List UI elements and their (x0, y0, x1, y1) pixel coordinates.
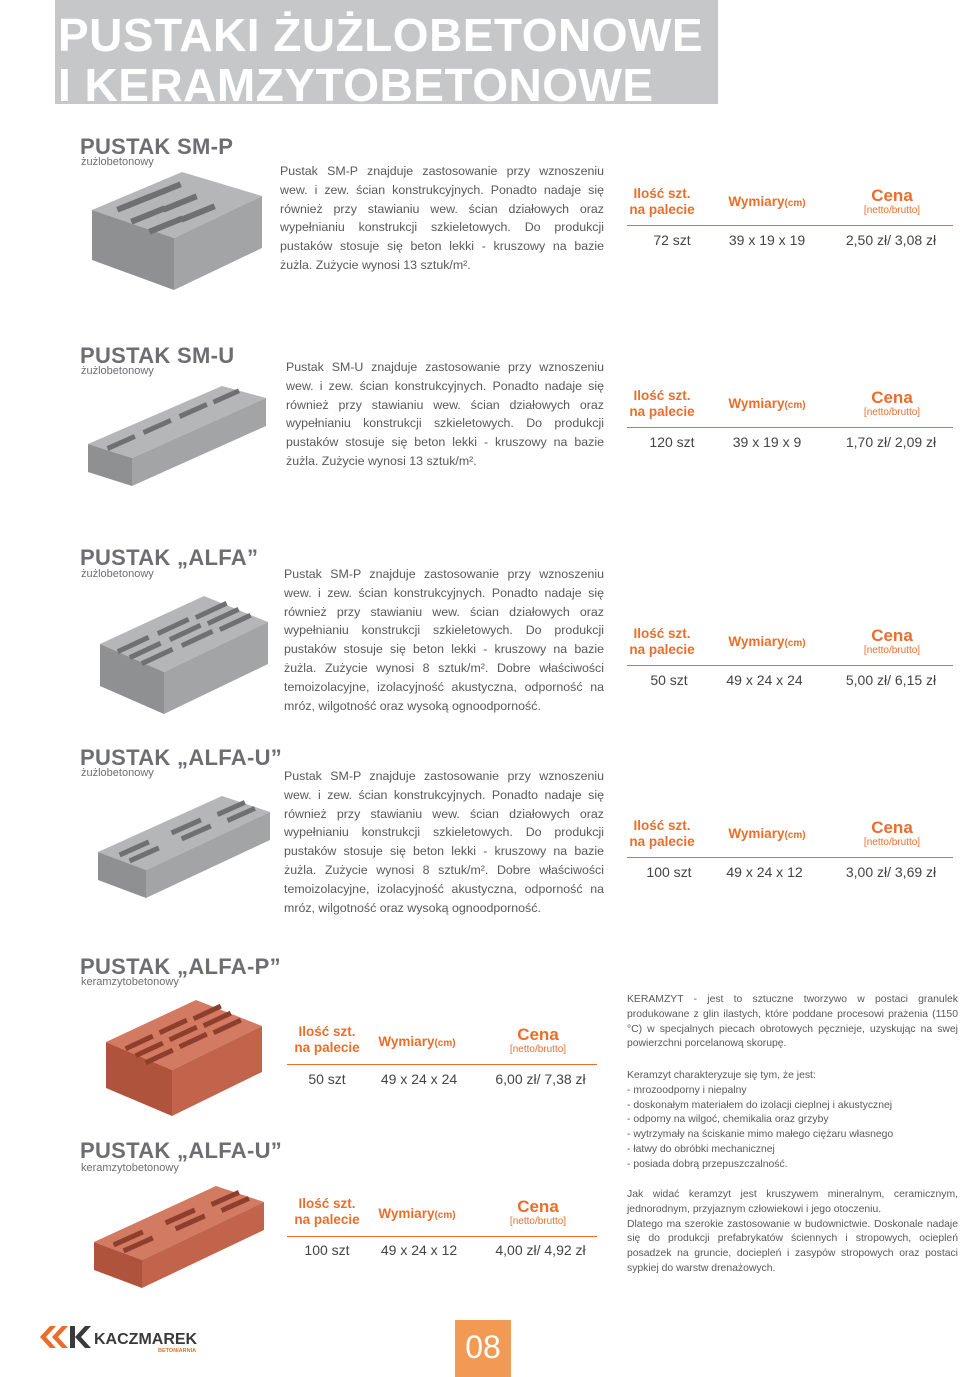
product-name: PUSTAK „ALFA-U” (80, 745, 283, 770)
spec-table (287, 1024, 599, 1094)
feature-item: - posiada dobrą przepuszczalność. (627, 1158, 788, 1170)
qty-value: 50 szt (650, 672, 688, 688)
spec-table (627, 186, 955, 256)
price-value: 3,00 zł/ 3,69 zł (845, 864, 937, 880)
feature-item: - łatwy do obróbki mechanicznej (627, 1143, 775, 1155)
qty-header: Ilość szt. na palecie (294, 1024, 360, 1055)
product-type: żużlobetonowy (81, 767, 154, 779)
spec-table (287, 1196, 599, 1266)
price-value: 5,00 zł/ 6,15 zł (845, 672, 937, 688)
product-name: PUSTAK „ALFA-P” (80, 954, 281, 979)
qty-header: Ilość szt. na palecie (629, 818, 695, 849)
price-header: Cena [netto/brutto] (863, 626, 921, 656)
product-name: PUSTAK „ALFA” (80, 545, 259, 570)
price-value: 2,50 zł/ 3,08 zł (845, 232, 937, 248)
qty-value: 72 szt (653, 232, 691, 248)
product-name: PUSTAK „ALFA-U” (80, 1138, 283, 1163)
dims-value: 39 x 19 x 19 (728, 232, 806, 248)
page-number: 08 (465, 1329, 501, 1365)
product-type: żużlobetonowy (81, 156, 154, 168)
spec-table (627, 818, 955, 888)
page-title-line-1: PUSTAKI ŻUŻLOBETONOWE (58, 9, 704, 61)
block-image-alfa-u (92, 790, 274, 902)
product-type: keramzytobetonowy (81, 1162, 179, 1174)
keramzyt-intro: KERAMZYT - jest to sztuczne tworzywo w postaci granulek produkowane z glin ilastych, które poddane procesowi prażenia (1150 °C) w specjalnych piecach obrotowych pęcznieje, uzyskując na swej powierzchni porcelanową skorupę. (627, 994, 958, 1050)
spec-divider (287, 1064, 597, 1065)
features-title: Keramzyt charakteryzuje się tym, że jest: (627, 1070, 816, 1081)
price-value: 6,00 zł/ 7,38 zł (495, 1071, 586, 1087)
dims-value: 39 x 19 x 9 (732, 434, 802, 450)
dims-value: 49 x 24 x 12 (726, 864, 803, 880)
dims-header: Wymiary(cm) (378, 1206, 456, 1221)
block-image-alfa-p (100, 996, 268, 1120)
product-type: żużlobetonowy (81, 568, 154, 580)
qty-value: 100 szt (304, 1242, 350, 1258)
logo-text: KACZMAREK (94, 1331, 198, 1348)
spec-divider (627, 857, 953, 858)
qty-value: 100 szt (646, 864, 692, 880)
feature-item: - doskonałym materiałem do izolacji cieplnej i akustycznej (627, 1099, 893, 1111)
product-type: keramzytobetonowy (81, 976, 179, 988)
dims-header: Wymiary(cm) (728, 634, 806, 649)
dims-value: 49 x 24 x 12 (380, 1242, 458, 1258)
spec-divider (287, 1236, 597, 1237)
price-header: Cena [netto/brutto] (863, 388, 921, 418)
qty-header: Ilość szt. na palecie (629, 626, 695, 657)
block-image-alfa (94, 592, 274, 718)
price-value: 1,70 zł/ 2,09 zł (845, 434, 937, 450)
keramzyt-summary (627, 1188, 958, 1277)
feature-item: - wytrzymały na ściskanie mimo małego ciężaru własnego (627, 1129, 894, 1141)
qty-header: Ilość szt. na palecie (629, 186, 695, 217)
spec-table (627, 626, 955, 696)
price-header: Cena [netto/brutto] (863, 818, 921, 848)
page-title-line-2: I KERAMZYTOBETONOWE (58, 59, 654, 111)
qty-value: 120 szt (649, 434, 695, 450)
company-logo (36, 1320, 206, 1354)
dims-header: Wymiary(cm) (378, 1034, 456, 1049)
dims-header: Wymiary(cm) (728, 396, 806, 411)
keramzyt-features (627, 1069, 958, 1173)
summary-text-1: Jak widać keramzyt jest kruszywem mineralnym, ceramicznym, jednorodnym, przyjaznym człowiekowi i jego otoczeniu. (627, 1189, 958, 1215)
product-description: Pustak SM-P znajduje zastosowanie przy wznoszeniu wew. i zew. ścian konstrukcyjnych. Ponadto nadaje się również przy stawianiu wew. ścian działowych oraz wypełnianiu konstrukcji szkieletowych. Do produkcji pustaków stosuje się beton lekki - kruszowy na bazie żużla. Zużycie wynosi 13 sztuk/m². (280, 164, 604, 272)
qty-value: 50 szt (308, 1071, 346, 1087)
product-name: PUSTAK SM-U (80, 343, 235, 368)
block-image-alfa-u-keramzyt (88, 1180, 268, 1292)
qty-header: Ilość szt. na palecie (629, 388, 695, 419)
price-header: Cena [netto/brutto] (509, 1025, 567, 1055)
block-image-sm-p (86, 170, 268, 292)
product-type: żużlobetonowy (81, 365, 154, 377)
price-header: Cena [netto/brutto] (509, 1197, 567, 1227)
logo-subtext: BETONIARNIA (158, 1348, 197, 1354)
feature-item: - mrozoodporny i niepalny (627, 1084, 747, 1096)
product-description: Pustak SM-P znajduje zastosowanie przy wznoszeniu wew. i zew. ścian konstrukcyjnych. Ponadto nadaje się również przy stawianiu wew. ścian działowych oraz wypełnianiu konstrukcji szkieletowych. Do produkcji pustaków stosuje się beton lekki - kruszowy na bazie żużla. Zużycie wynosi 8 sztuk/m². Dobre właściwości temoizolacyjne, izolacyjność akustyczna, odporność na mróz, wilgotność oraz wysoką ognoodporność. (284, 769, 604, 915)
spec-divider (627, 665, 953, 666)
block-image-sm-u (84, 378, 270, 490)
product-name: PUSTAK SM-P (80, 134, 234, 159)
dims-header: Wymiary(cm) (728, 194, 806, 209)
dims-value: 49 x 24 x 24 (726, 672, 803, 688)
spec-divider (627, 225, 953, 226)
spec-table (627, 388, 955, 458)
spec-divider (627, 427, 953, 428)
feature-item: - odporny na wilgoć, chemikalia oraz grzyby (627, 1114, 829, 1126)
page-number-tab (455, 1320, 511, 1377)
product-description: Pustak SM-U znajduje zastosowanie przy wznoszeniu wew. i zew. ścian konstrukcyjnych. Ponadto nadaje się również przy stawianiu wew. ścian działowych oraz wypełnianiu konstrukcji szkieletowych. Do produkcji pustaków stosuje się beton lekki - kruszowy na bazie żużla. Zużycie wynosi 13 sztuk/m². (286, 360, 604, 468)
product-description: Pustak SM-P znajduje zastosowanie przy wznoszeniu wew. i zew. ścian konstrukcyjnych. Ponadto nadaje się również przy stawianiu wew. ścian działowych oraz wypełnianiu konstrukcji szkieletowych. Do produkcji pustaków stosuje się beton lekki - kruszowy na bazie żużla. Zużycie wynosi 8 sztuk/m². Dobre właściwości temoizolacyjne, izolacyjność akustyczna, odporność na mróz, wilgotność oraz wysoką ognoodporność. (284, 567, 604, 713)
dims-header: Wymiary(cm) (728, 826, 806, 841)
price-value: 4,00 zł/ 4,92 zł (495, 1242, 586, 1258)
dims-value: 49 x 24 x 24 (380, 1071, 458, 1087)
summary-text-2: Dlatego ma szerokie zastosowanie w budownictwie. Doskonale nadaje się do produkcji prefabrykatów ściennych i stropowych, ociepleń posadzek na gruncie, dociepleń i zasypów stropowych oraz postaci sypkiej do warstw drenażowych. (627, 1218, 958, 1274)
qty-header: Ilość szt. na palecie (294, 1196, 360, 1227)
price-header: Cena [netto/brutto] (863, 186, 921, 216)
